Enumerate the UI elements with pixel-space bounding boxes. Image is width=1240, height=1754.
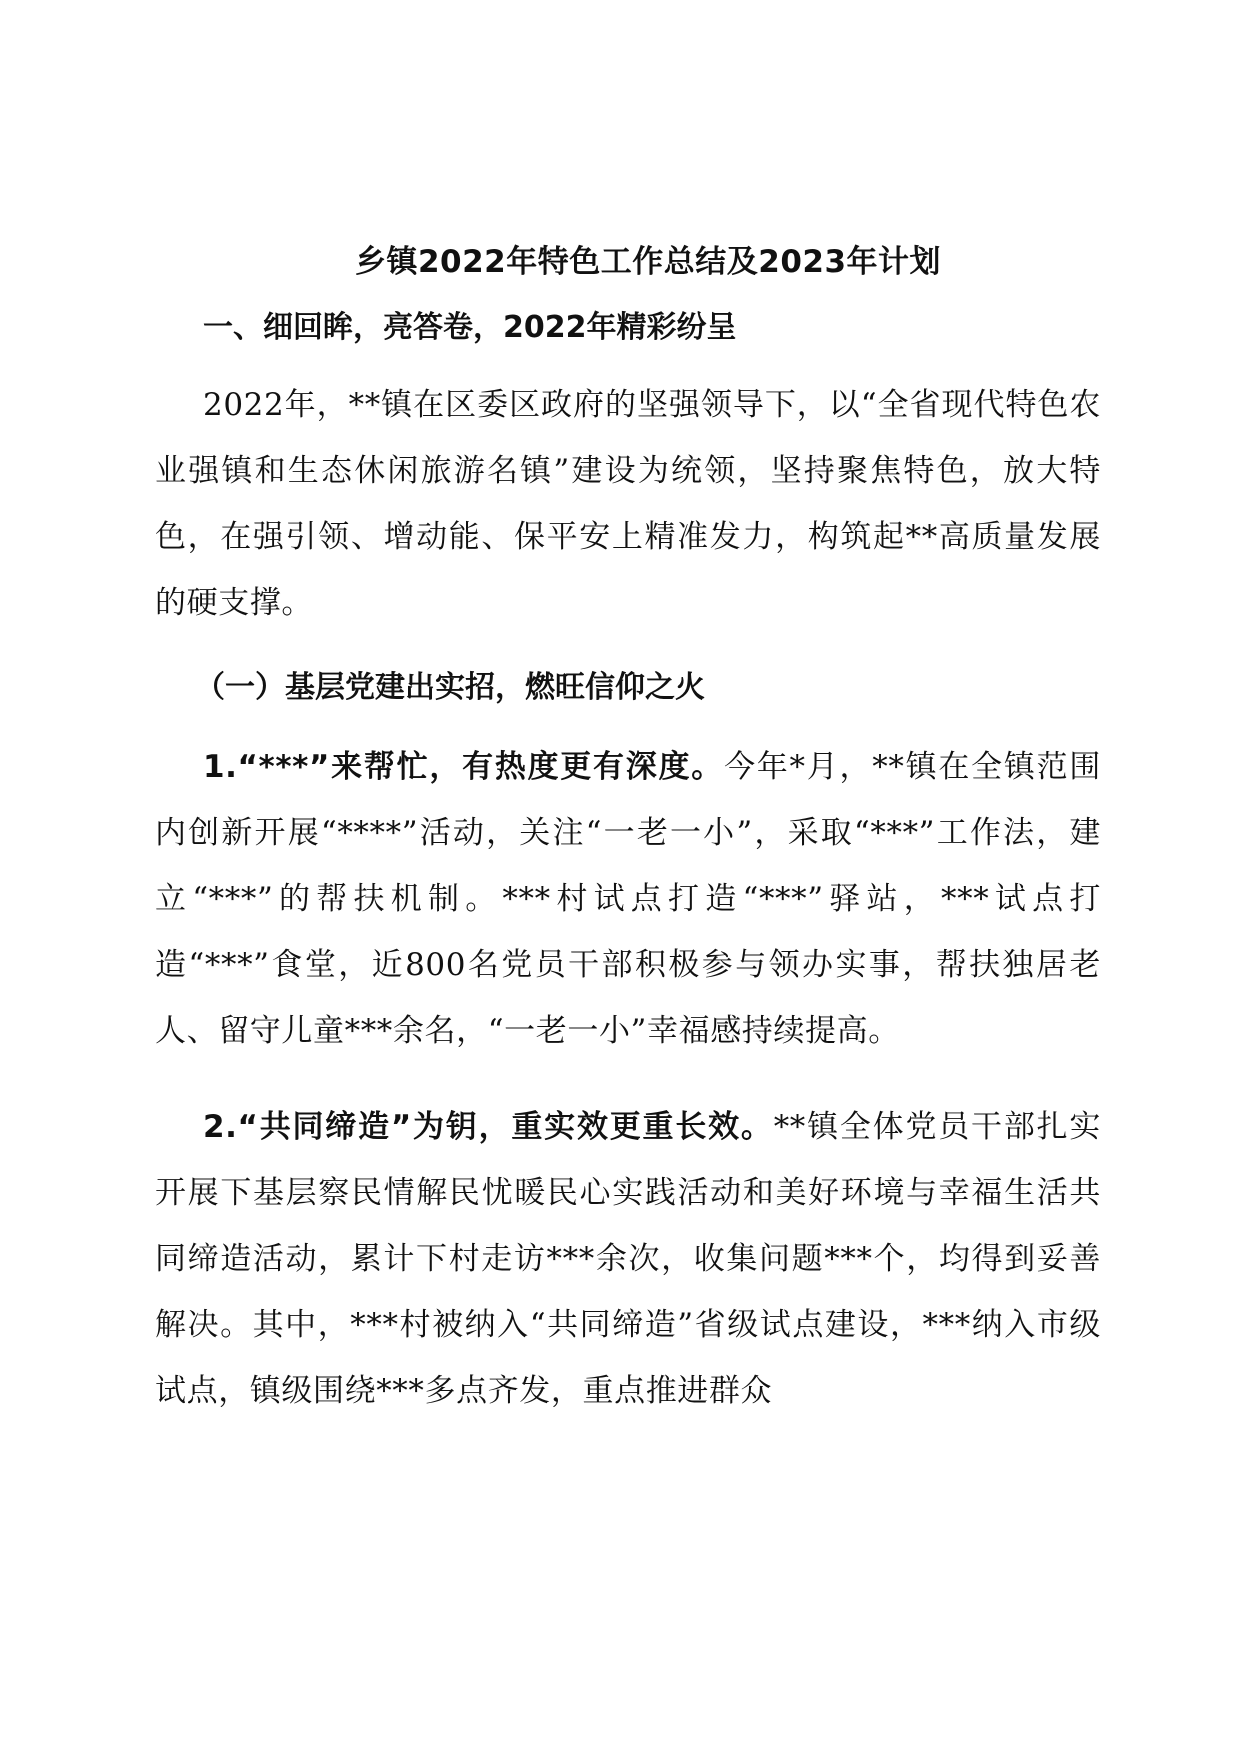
- document-body: [155, 240, 1101, 1454]
- section-heading-1: 一、细回眸，亮答卷，2022年精彩纷呈: [203, 310, 737, 345]
- item-1-lead: 1.“***”来帮忙，有热度更有深度。: [203, 749, 725, 785]
- item-2-lead: 2.“共同缔造”为钥，重实效更重长效。: [203, 1109, 774, 1145]
- item-1-text: 今年*月，**镇在全镇范围内创新开展“****”活动，关注“一老一小”，采取“***”工作法，建立“***”的帮扶机制。***村试点打造“***”驿站，***试点打造“***”食堂，近800名党员干部积极参与领办实事，帮扶独居老人、留守儿童***余名，“一老一小”幸福感持续提高。: [155, 749, 1101, 1049]
- document-title: 乡镇2022年特色工作总结及2023年计划: [354, 244, 942, 280]
- intro-paragraph: 2022年，**镇在区委区政府的坚强领导下，以“全省现代特色农业强镇和生态休闲旅游名镇”建设为统领，坚持聚焦特色，放大特色，在强引领、增动能、保平安上精准发力，构筑起**高质量发展的硬支撑。: [155, 387, 1101, 621]
- item-2-text: **镇全体党员干部扎实开展下基层察民情解民忧暖民心实践活动和美好环境与幸福生活共同缔造活动，累计下村走访***余次，收集问题***个，均得到妥善解决。其中，***村被纳入“共同缔造”省级试点建设，***纳入市级试点，镇级围绕***多点齐发，重点推进群众: [155, 1109, 1101, 1409]
- item-paragraph-2: [155, 1094, 1101, 1424]
- subsection-heading-1: （一）基层党建出实招，燃旺信仰之火: [195, 670, 705, 705]
- item-paragraph-1: [155, 734, 1101, 1064]
